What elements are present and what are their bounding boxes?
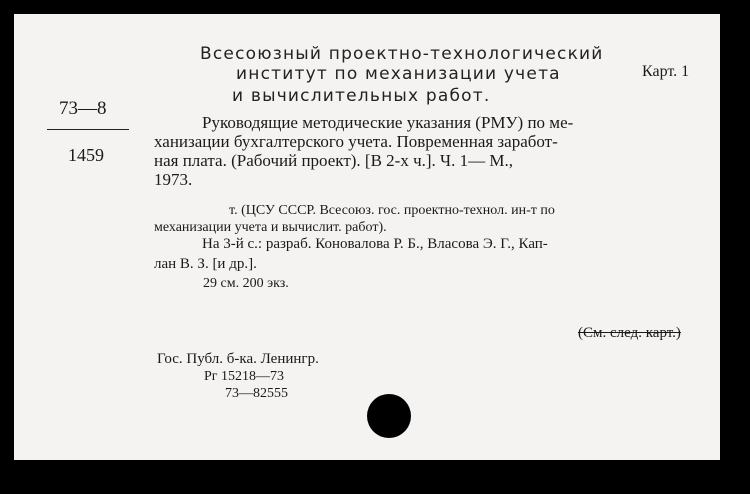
handwritten-line-2: институт по механизации учета [236, 64, 561, 84]
handwritten-line-3: и вычислительных работ. [232, 86, 491, 106]
entry-line-3: ная плата. (Рабочий проект). [В 2-х ч.]. Ч. 1— М., [154, 151, 513, 170]
entry-line-4: 1973. [154, 170, 193, 189]
entry-line-2: ханизации бухгалтерского учета. Повременная заработ- [154, 132, 558, 151]
handwritten-line-1: Всесоюзный проектно-технологический [200, 44, 604, 64]
call-number-class: 73—8 [59, 98, 107, 119]
publisher-line-2: механизации учета и вычислит. работ). [154, 220, 387, 235]
authors-line-2: лан В. З. [и др.]. [154, 256, 257, 272]
format-line: 29 см. 200 экз. [203, 276, 289, 291]
ink-blot [367, 394, 411, 438]
catalog-card [14, 14, 720, 460]
card-number-label: Карт. 1 [642, 63, 690, 80]
library-line-1: Гос. Публ. б-ка. Ленингр. [157, 351, 319, 367]
publisher-line-1: т. (ЦСУ СССР. Всесоюз. гос. проектно-технол. ин-т по [229, 203, 555, 218]
call-number-divider [47, 129, 129, 130]
see-next-card: (См. след. карт.) [578, 325, 681, 341]
authors-line-1: На 3-й с.: разраб. Коновалова Р. Б., Власова Э. Г., Кап- [202, 236, 548, 252]
entry-line-1: Руководящие методические указания (РМУ) по ме- [202, 113, 574, 132]
library-line-3: 73—82555 [225, 386, 288, 401]
library-line-2: Рг 15218—73 [204, 369, 285, 384]
call-number-number: 1459 [68, 145, 104, 165]
